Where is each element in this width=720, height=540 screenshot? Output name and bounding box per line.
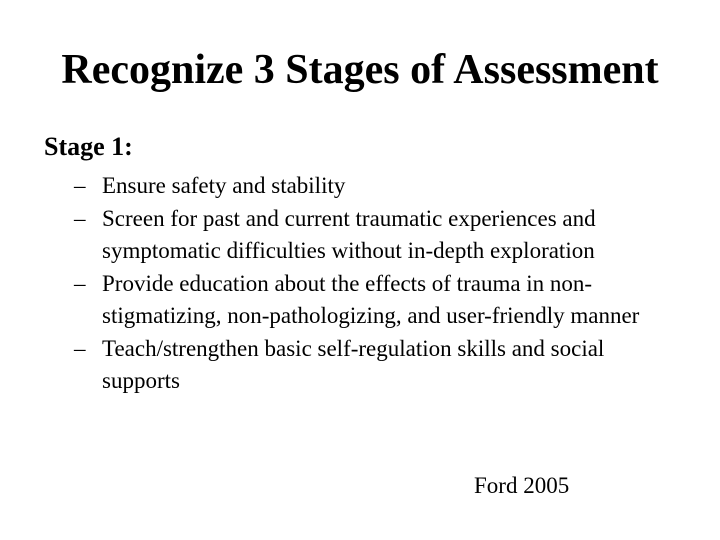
dash-bullet-icon: – [74,205,86,231]
bullet-item [74,203,674,268]
bullet-item [74,170,674,203]
bullet-text: Ensure safety and stability [102,173,346,198]
dash-bullet-icon: – [74,270,86,296]
bullet-item [74,268,674,333]
stage-heading: Stage 1: [44,132,133,161]
bullet-text: Screen for past and current traumatic experiences and symptomatic difficulties without in-depth exploration [102,205,596,263]
dash-bullet-icon: – [74,173,86,198]
bullet-text: Teach/strengthen basic self-regulation skills and social supports [102,335,605,393]
bullet-item [74,333,674,398]
bullet-text: Provide education about the effects of trauma in non-stigmatizing, non-pathologizing, and user-friendly manner [102,270,640,328]
bullet-list [74,170,674,398]
dash-bullet-icon: – [74,335,86,361]
slide-title: Recognize 3 Stages of Assessment [61,47,659,93]
citation: Ford 2005 [474,473,570,498]
